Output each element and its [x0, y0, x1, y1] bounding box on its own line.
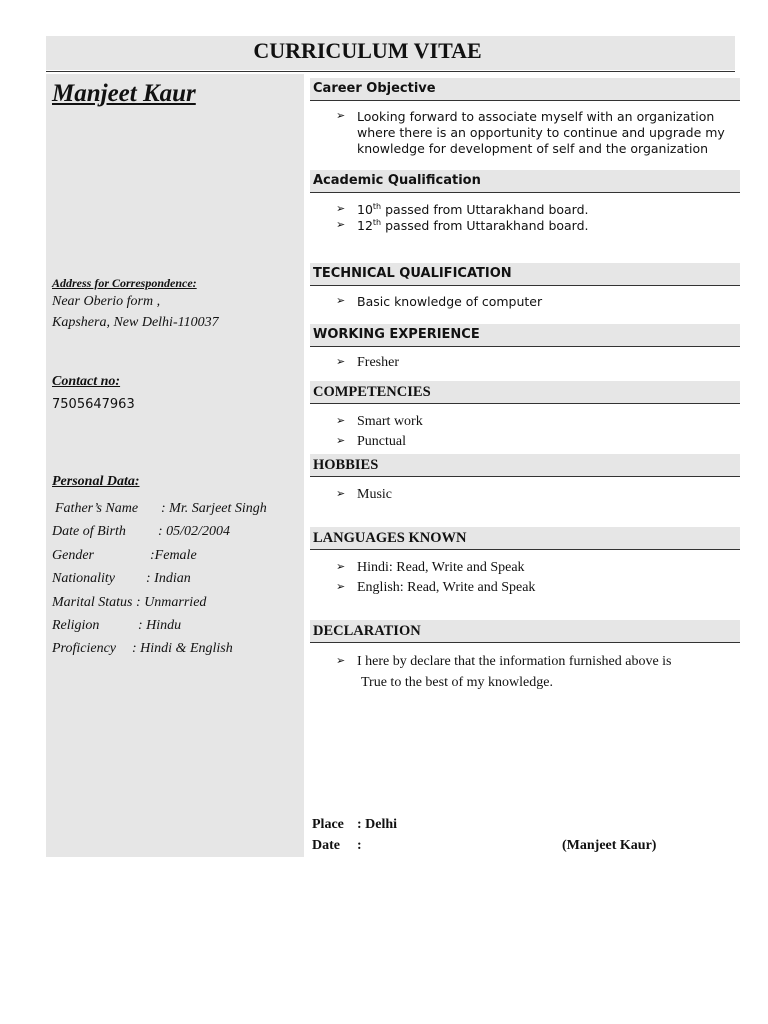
bullet-arrow-icon: ➢ — [336, 488, 346, 500]
competency-item: Punctual — [357, 434, 406, 449]
contact-value: 7505647963 — [52, 397, 135, 412]
personal-sep: : — [136, 595, 141, 610]
personal-row — [52, 618, 181, 634]
section-header-working — [310, 324, 740, 347]
objective-line-2: where there is an opportunity to continue and upgrade my — [357, 125, 725, 140]
bullet-arrow-icon: ➢ — [336, 415, 346, 427]
bullet-arrow-icon: ➢ — [336, 109, 346, 122]
declaration-line-2: True to the best of my knowledge. — [361, 675, 553, 690]
candidate-name: Manjeet Kaur — [52, 80, 196, 107]
section-header-languages — [310, 527, 740, 550]
academic-num: 10 — [357, 202, 373, 218]
personal-row — [52, 571, 191, 587]
bullet-arrow-icon: ➢ — [336, 561, 346, 573]
signature: (Manjeet Kaur) — [562, 838, 657, 853]
technical-item: Basic knowledge of computer — [357, 294, 543, 309]
personal-row — [52, 595, 206, 611]
section-title: Academic Qualification — [313, 173, 481, 188]
personal-key: Nationality — [52, 571, 115, 586]
personal-value: Female — [154, 548, 197, 563]
personal-key: Father’s Name — [55, 501, 139, 516]
personal-row — [52, 524, 230, 540]
bullet-arrow-icon: ➢ — [336, 655, 346, 667]
declaration-line-1: I here by declare that the information furnished above is — [357, 654, 672, 669]
bullet-arrow-icon: ➢ — [336, 202, 346, 215]
page-title: CURRICULUM VITAE — [253, 38, 482, 63]
place-value: : Delhi — [357, 817, 398, 832]
bullet-arrow-icon: ➢ — [336, 581, 346, 593]
personal-row — [52, 641, 233, 657]
academic-sup: th — [372, 202, 382, 211]
address-line-1: Near Oberio form , — [52, 294, 161, 309]
personal-key: Gender — [52, 548, 94, 563]
date-value: : — [357, 838, 362, 853]
contact-label: Contact no: — [52, 374, 121, 389]
personal-value: Indian — [154, 571, 191, 586]
language-item: Hindi: Read, Write and Speak — [357, 560, 525, 575]
academic-num: 12 — [357, 218, 373, 234]
section-header-hobbies — [310, 454, 740, 477]
working-item: Fresher — [357, 355, 399, 370]
personal-key: Date of Birth — [52, 524, 126, 539]
section-title: WORKING EXPERIENCE — [313, 327, 480, 342]
personal-value: Hindi & English — [140, 641, 233, 656]
section-title: HOBBIES — [313, 457, 379, 473]
hobby-item: Music — [357, 487, 392, 502]
section-header-competencies — [310, 381, 740, 404]
date-label: Date — [312, 838, 340, 853]
section-header-technical — [310, 263, 740, 286]
personal-value: Hindu — [146, 618, 182, 633]
section-header-declaration — [310, 620, 740, 643]
place-label: Place — [312, 817, 344, 832]
personal-row — [52, 548, 197, 564]
address-label: Address for Correspondence: — [52, 276, 197, 290]
section-title: LANGUAGES KNOWN — [313, 530, 467, 546]
objective-line-1: Looking forward to associate myself with an organization — [357, 109, 715, 124]
bullet-arrow-icon: ➢ — [336, 356, 346, 368]
personal-key: Proficiency — [52, 641, 117, 656]
bullet-arrow-icon: ➢ — [336, 218, 346, 231]
personal-sep: : — [158, 524, 163, 539]
personal-sep: : — [150, 548, 155, 563]
section-title: TECHNICAL QUALIFICATION — [313, 266, 512, 281]
section-header-career — [310, 78, 740, 101]
personal-row — [55, 501, 267, 517]
title-divider — [46, 71, 735, 72]
section-title: COMPETENCIES — [313, 384, 431, 400]
address-line-2: Kapshera, New Delhi-110037 — [52, 315, 219, 330]
bullet-arrow-icon: ➢ — [336, 435, 346, 447]
personal-key: Religion — [52, 618, 100, 633]
personal-sep: : — [132, 641, 137, 656]
personal-sep: : — [161, 501, 166, 516]
objective-line-3: knowledge for development of self and the organization — [357, 141, 709, 156]
academic-sup: th — [372, 218, 382, 227]
section-title: Career Objective — [313, 81, 436, 96]
academic-text: passed from Uttarakhand board. — [381, 218, 589, 234]
section-title: DECLARATION — [313, 623, 421, 639]
personal-value: Mr. Sarjeet Singh — [169, 501, 267, 516]
personal-value: 05/02/2004 — [166, 524, 230, 539]
personal-value: Unmarried — [144, 595, 207, 610]
academic-text: passed from Uttarakhand board. — [381, 202, 589, 218]
personal-sep: : — [138, 618, 143, 633]
section-header-academic — [310, 170, 740, 193]
personal-key: Marital Status — [52, 595, 133, 610]
language-item: English: Read, Write and Speak — [357, 580, 536, 595]
personal-data-label: Personal Data: — [52, 474, 140, 489]
competency-item: Smart work — [357, 414, 423, 429]
personal-sep: : — [146, 571, 151, 586]
bullet-arrow-icon: ➢ — [336, 294, 346, 307]
left-sidebar — [46, 74, 304, 857]
